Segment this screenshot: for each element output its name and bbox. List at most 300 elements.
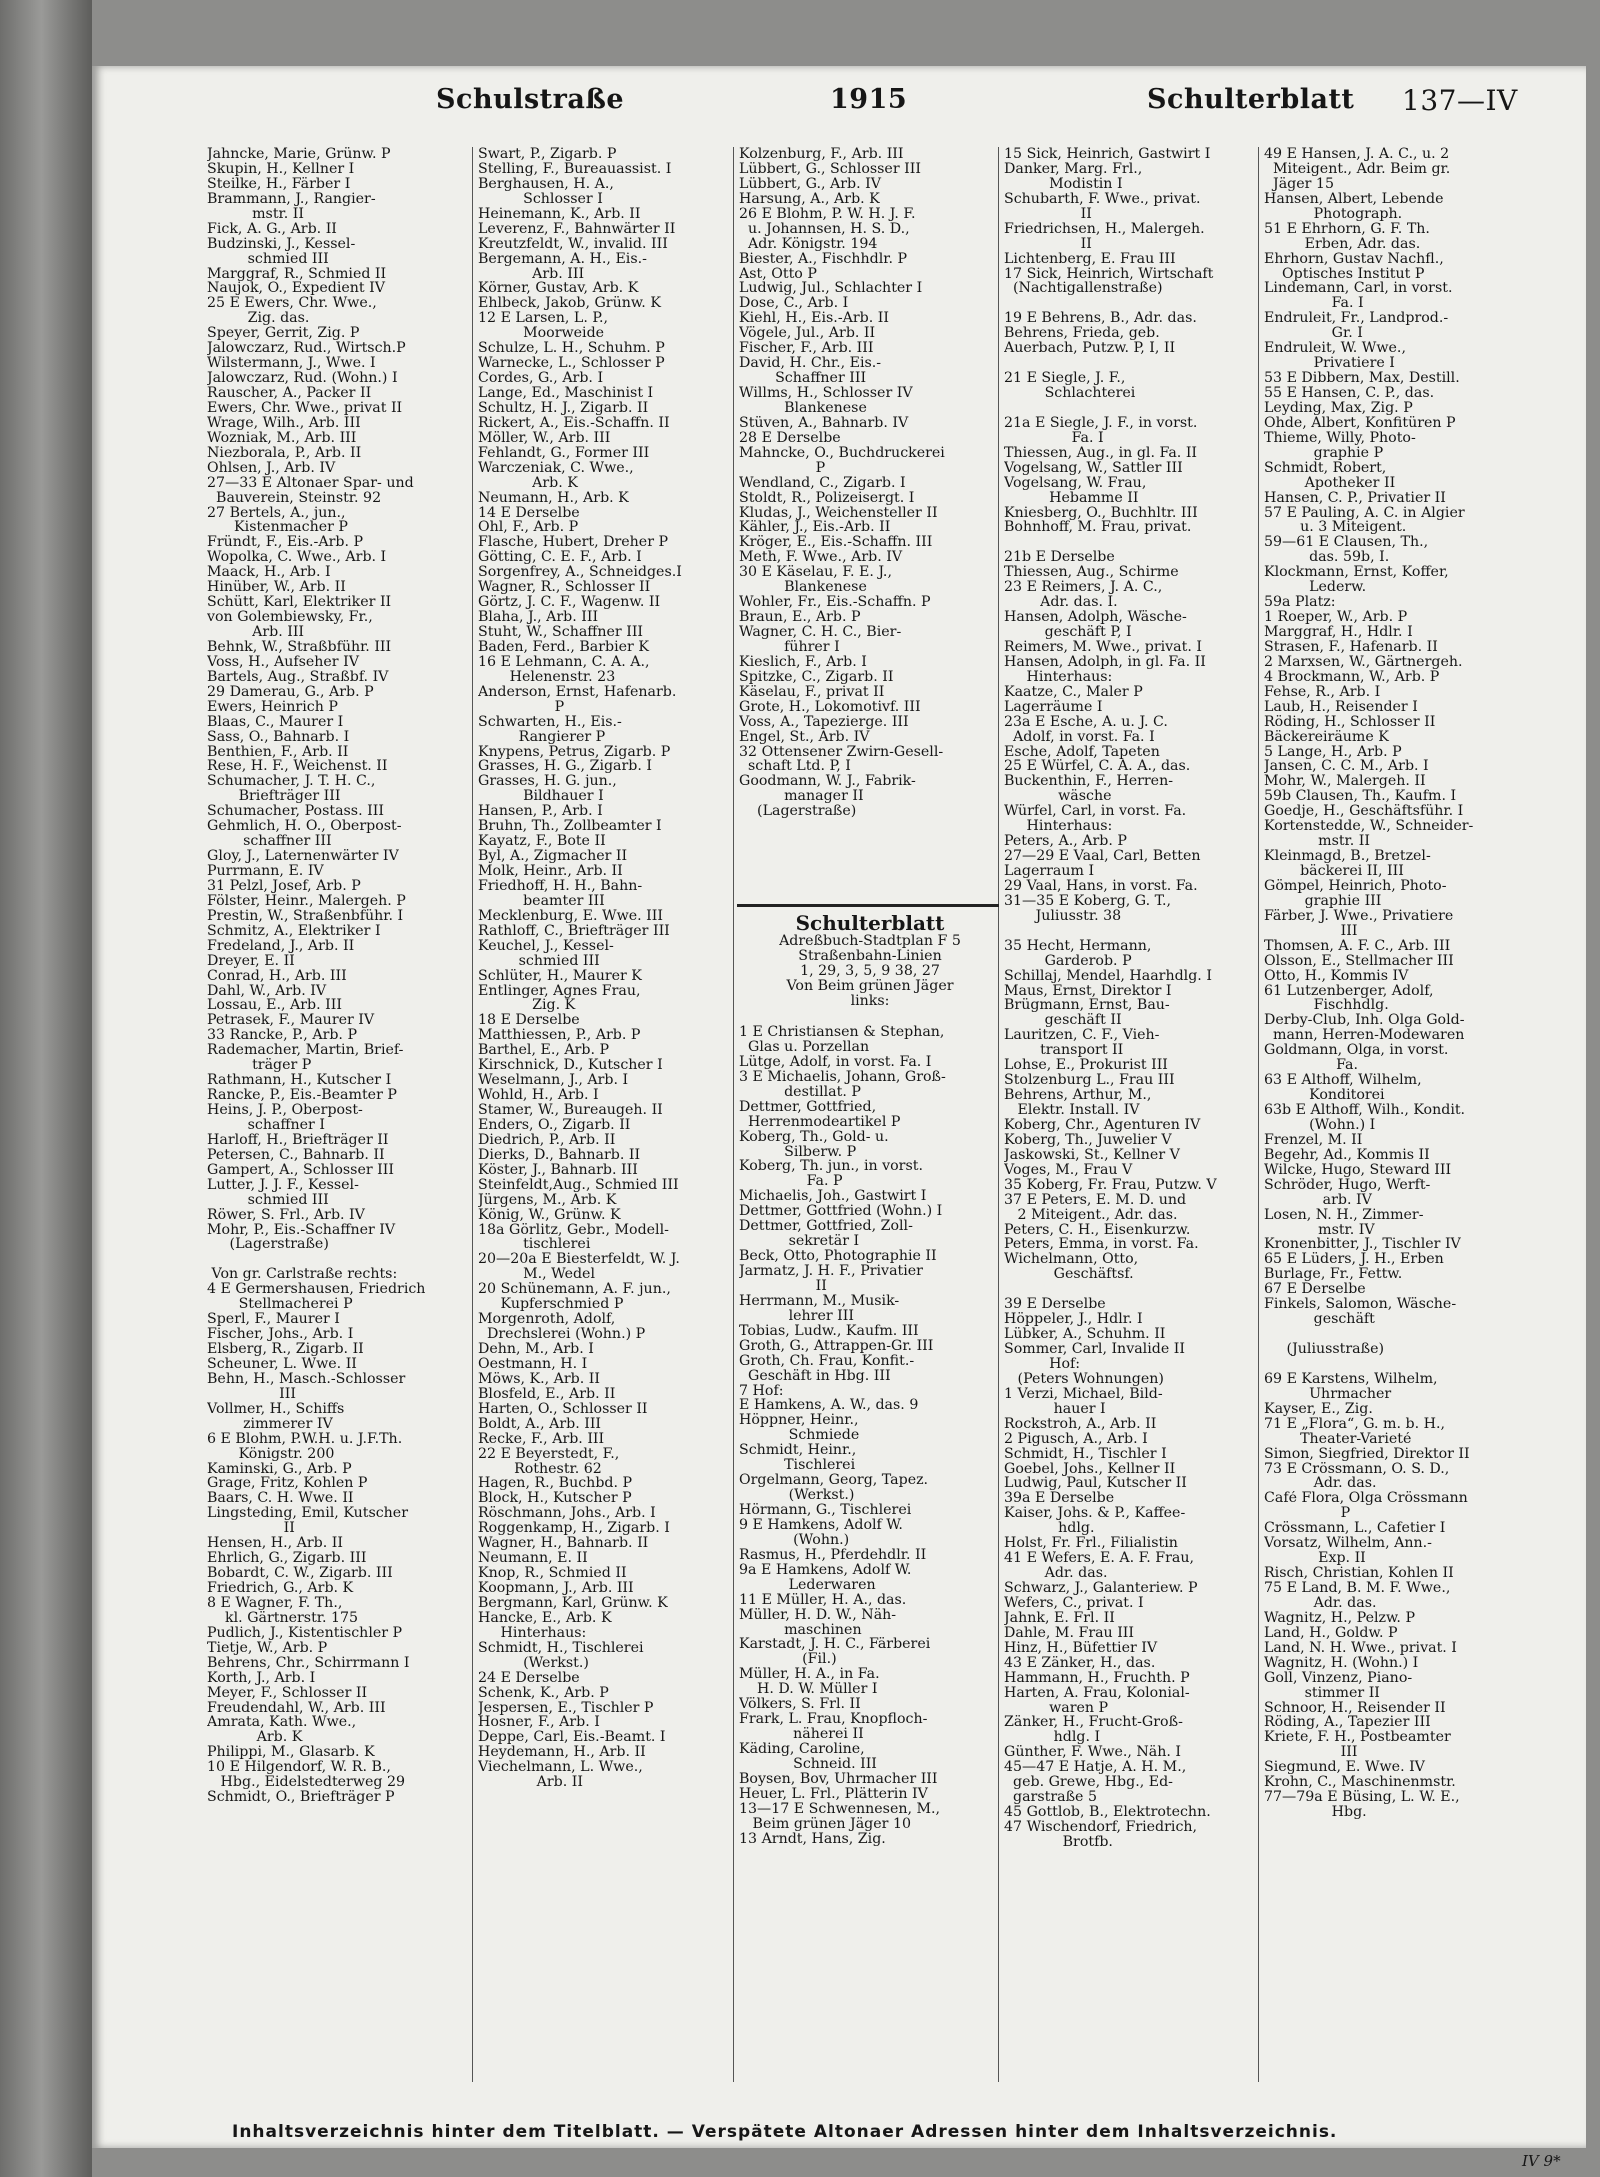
directory-entry-line: Pudlich, J., Kistentischler P xyxy=(207,1625,403,1641)
directory-entry-line: Peters, Emma, in vorst. Fa. xyxy=(1004,1237,1199,1253)
directory-entry-line: Behrens, Chr., Schirrmann I xyxy=(207,1655,410,1671)
page-code: IV 9* xyxy=(1522,2152,1561,2170)
directory-entry-line: Wohler, Fr., Eis.-Schaffn. P xyxy=(739,595,931,611)
directory-entry-line: Koopmann, J., Arb. III xyxy=(478,1581,634,1596)
directory-entry-line: II xyxy=(1004,206,1092,222)
directory-entry-line: Hof: xyxy=(1004,1356,1081,1372)
directory-entry-line: graphie P xyxy=(1264,445,1384,461)
directory-entry-line: Boldt, A., Arb. III xyxy=(478,1416,602,1432)
directory-entry-line: Arb. K xyxy=(478,475,578,491)
directory-entry-line: Strasen, F., Hafenarb. II xyxy=(1264,639,1438,655)
directory-entry-line: 75 E Land, B. M. F. Wwe., xyxy=(1264,1581,1451,1596)
directory-entry-line: Adr. das. xyxy=(1264,1595,1377,1611)
directory-entry-line: (Wohn.) I xyxy=(1264,1117,1376,1133)
directory-entry-line: Heinemann, K., Arb. II xyxy=(478,206,641,222)
directory-entry-line: Sorgenfrey, A., Schneidges.I xyxy=(478,565,682,581)
directory-entry-line: 21b E Derselbe xyxy=(1004,550,1115,566)
directory-entry-line: Völkers, S. Frl. II xyxy=(739,1697,861,1713)
directory-entry-line: 16 E Lehmann, C. A. A., xyxy=(478,654,650,670)
directory-entry-line: Adr. Königstr. 194 xyxy=(739,236,878,252)
directory-entry-line: Bergmann, Karl, Grünw. K xyxy=(478,1595,668,1611)
directory-entry-line: Görtz, J. C. F., Wagenw. II xyxy=(478,595,661,611)
directory-entry-line xyxy=(1264,1357,1532,1372)
directory-entry-line: Optisches Institut P xyxy=(1264,266,1425,282)
directory-entry-line: Hosner, F., Arb. I xyxy=(478,1715,600,1731)
directory-entry-line: Hensen, H., Arb. II xyxy=(207,1536,343,1552)
directory-entry-line: 57 E Pauling, A. C. in Algier xyxy=(1264,505,1465,521)
directory-entry-line: 21a E Siegle, J. F., in vorst. xyxy=(1004,415,1198,431)
directory-entry-line: Weselmann, J., Arb. I xyxy=(478,1073,629,1089)
directory-entry-line: Siegmund, E. Wwe. IV xyxy=(1264,1760,1425,1776)
directory-entry-line: 59a Platz: xyxy=(1264,595,1336,611)
directory-entry-line: 2 Miteigent., Adr. das. xyxy=(1004,1207,1178,1223)
directory-entry-line: hdlg. xyxy=(1004,1521,1095,1537)
directory-entry-line: Heuer, L. Frl., Plätterin IV xyxy=(739,1786,928,1802)
directory-entry-line: Adr. das. I. xyxy=(1004,595,1118,611)
directory-entry-line: Lohse, E., Prokurist III xyxy=(1004,1058,1168,1074)
directory-entry-line: Modistin I xyxy=(1004,176,1123,192)
directory-entry-line: Schultz, H. J., Zigarb. II xyxy=(478,400,649,416)
directory-entry-line: 27—33 E Altonaer Spar- und xyxy=(207,475,414,491)
directory-entry-line: David, H. Chr., Eis.- xyxy=(739,356,882,372)
directory-entry-line: Dettmer, Gottfried (Wohn.) I xyxy=(739,1204,943,1220)
directory-entry-line: 11 E Müller, H. A., das. xyxy=(739,1592,907,1608)
directory-entry-line: Schubarth, F. Wwe., privat. xyxy=(1004,191,1201,207)
tram-label: Straßenbahn-Linien xyxy=(798,948,942,964)
directory-entry-line: Hinterhaus: xyxy=(1004,669,1113,685)
directory-entry-line: Tobias, Ludw., Kaufm. III xyxy=(739,1323,919,1339)
directory-entry-line: hauer I xyxy=(1004,1401,1106,1417)
directory-entry-line: Vorsatz, Wilhelm, Ann.- xyxy=(1264,1536,1432,1552)
directory-entry-line: 33 Rancke, P., Arb. P xyxy=(207,1028,357,1044)
directory-entry-line: bäckerei II, III xyxy=(1264,864,1404,879)
directory-entry-line: Goedje, H., Geschäftsführ. I xyxy=(1264,804,1464,820)
directory-entry-line: Heins, J. P., Oberpost- xyxy=(207,1103,363,1118)
directory-entry-line xyxy=(1264,1327,1532,1342)
directory-entry-line: Olsson, E., Stellmacher III xyxy=(1264,953,1454,969)
directory-entry-line: 2 Pigusch, A., Arb. I xyxy=(1004,1431,1148,1447)
directory-entry-line: 15 Sick, Heinrich, Gastwirt I xyxy=(1004,147,1211,162)
section-rule xyxy=(737,904,999,907)
directory-entry-line: 41 E Wefers, E. A. F. Frau, xyxy=(1004,1551,1195,1567)
directory-entry-line: 3 E Michaelis, Johann, Groß- xyxy=(739,1069,946,1085)
directory-entry-line: Marggraf, H., Hdlr. I xyxy=(1264,625,1413,640)
address-column-4 xyxy=(1004,147,1266,1850)
directory-entry-line: Arb. II xyxy=(478,1775,583,1791)
directory-entry-line: Otto, H., Kommis IV xyxy=(1264,968,1409,984)
column-divider xyxy=(472,147,473,2082)
directory-entry-line: Holst, Fr. Frl., Filialistin xyxy=(1004,1536,1178,1552)
directory-entry-line: Wagner, R., Schlosser II xyxy=(478,580,651,596)
directory-entry-line: Stolzenburg L., Frau III xyxy=(1004,1073,1175,1089)
direction-note: Von Beim grünen Jäger xyxy=(786,978,954,994)
directory-entry-line: mann, Herren-Modewaren xyxy=(1264,1028,1465,1044)
directory-entry-line: Helenenstr. 23 xyxy=(478,669,616,685)
directory-entry-line: Privatiere I xyxy=(1264,356,1395,372)
directory-entry-line: Schmidt, Heinr., xyxy=(739,1443,857,1459)
directory-entry-line: Wagnitz, H. (Wohn.) I xyxy=(1264,1655,1419,1671)
directory-entry-line: Burlage, Fr., Fettw. xyxy=(1264,1267,1403,1283)
directory-entry-line: Röschmann, Johs., Arb. I xyxy=(478,1506,656,1522)
directory-entry-line: 59b Clausen, Th., Kaufm. I xyxy=(1264,789,1457,805)
directory-entry-line: Königstr. 200 xyxy=(207,1446,335,1462)
directory-entry-line: Grage, Fritz, Kohlen P xyxy=(207,1476,368,1492)
directory-entry-line: Recke, F., Arb. III xyxy=(478,1431,605,1447)
directory-entry-line: Leverenz, F., Bahnwärter II xyxy=(478,221,676,237)
directory-entry-line: Schenk, K., Arb. P xyxy=(478,1685,609,1701)
street-title: Schulterblatt xyxy=(795,911,945,935)
directory-entry-line: H. D. W. Müller I xyxy=(739,1682,878,1698)
directory-entry-line: 43 E Zänker, H., das. xyxy=(1004,1655,1156,1671)
directory-entry-line: Brammann, J., Rangier- xyxy=(207,191,376,207)
directory-entry-line: Sommer, Carl, Invalide II xyxy=(1004,1342,1185,1357)
directory-entry-line: Fründt, F., Eis.-Arb. P xyxy=(207,535,364,551)
directory-entry-line: Vollmer, H., Schiffs xyxy=(207,1401,345,1417)
directory-entry-line: 35 Koberg, Fr. Frau, Putzw. V xyxy=(1004,1177,1217,1193)
directory-entry-line: das. 59b, I. xyxy=(1264,550,1390,566)
directory-entry-line: II xyxy=(739,1278,827,1294)
directory-entry-line: (Peters Wohnungen) xyxy=(1004,1371,1164,1387)
directory-entry-line: Röding, H., Schlosser II xyxy=(1264,714,1436,730)
directory-entry-line: Goldmann, Olga, in vorst. xyxy=(1264,1043,1449,1059)
directory-entry-line: Ludwig, Paul, Kutscher II xyxy=(1004,1476,1187,1492)
directory-entry-line: Blankenese xyxy=(739,400,867,416)
address-column-1 xyxy=(207,147,469,1805)
directory-entry-line: E Hamkens, A. W., das. 9 xyxy=(739,1398,919,1414)
directory-entry-line: 51 E Ehrhorn, G. F. Th. xyxy=(1264,221,1430,237)
directory-entry-line: Peters, A., Arb. P xyxy=(1004,834,1127,850)
directory-entry-line: Jespersen, E., Tischler P xyxy=(478,1700,654,1716)
directory-entry-line: Reimers, M. Wwe., privat. I xyxy=(1004,639,1202,655)
directory-entry-line: von Golembiewsky, Fr., xyxy=(207,610,373,625)
directory-entry-line: Möller, W., Arb. III xyxy=(478,430,611,446)
directory-entry-line: Schlosser I xyxy=(478,191,603,207)
directory-entry-line: Entlinger, Agnes Frau, xyxy=(478,983,641,999)
directory-entry-line: Rockstroh, A., Arb. II xyxy=(1004,1416,1157,1432)
directory-entry-line: 28 E Derselbe xyxy=(739,430,841,446)
directory-entry-line: Rickert, A., Eis.-Schaffn. II xyxy=(478,415,670,431)
directory-entry-line: Rademacher, Martin, Brief- xyxy=(207,1043,404,1059)
directory-entry-line: 39a E Derselbe xyxy=(1004,1491,1115,1507)
directory-entry-line: Dahle, M. Frau III xyxy=(1004,1625,1135,1641)
directory-entry-line: Herrmann, M., Musik- xyxy=(739,1293,900,1309)
directory-entry-line: Beck, Otto, Photographie II xyxy=(739,1249,937,1264)
directory-entry-line: Fa. xyxy=(1264,1058,1359,1074)
directory-entry-line: Neumann, H., Arb. K xyxy=(478,490,629,506)
directory-entry-line: Hörmann, G., Tischlerei xyxy=(739,1503,912,1518)
directory-entry-line: Fredeland, J., Arb. II xyxy=(207,938,355,954)
directory-entry-line: (Wohn.) xyxy=(739,1532,850,1548)
directory-entry-line: Hinüber, W., Arb. II xyxy=(207,580,346,596)
directory-entry-line: Heydemann, H., Arb. II xyxy=(478,1745,646,1761)
directory-entry-line: Moorweide xyxy=(478,326,605,342)
directory-entry-line: schmied III xyxy=(207,251,329,267)
directory-entry-line: Kludas, J., Weichensteller II xyxy=(739,505,938,521)
directory-entry-line: 14 E Derselbe xyxy=(478,505,580,521)
directory-entry-line: (Lagerstraße) xyxy=(207,1237,329,1253)
directory-entry-line: Schaffner III xyxy=(739,371,867,386)
directory-entry-line: Thiessen, Aug., in gl. Fa. II xyxy=(1004,445,1198,461)
directory-entry-line: 12 E Larsen, L. P., xyxy=(478,311,609,327)
directory-entry-line: Wefers, C., privat. I xyxy=(1004,1595,1144,1611)
directory-entry-line: Hagen, R., Buchbd. P xyxy=(478,1476,633,1492)
directory-entry-line: Köster, J., Bahnarb. III xyxy=(478,1162,638,1178)
directory-entry-line: Mohr, W., Malergeh. II xyxy=(1264,774,1426,790)
directory-entry-line: Günther, F. Wwe., Näh. I xyxy=(1004,1745,1182,1761)
street-section-header xyxy=(739,912,1001,1009)
directory-entry-line: Block, H., Kutscher P xyxy=(478,1491,632,1507)
directory-entry-line: Geschäft in Hbg. III xyxy=(739,1368,891,1384)
directory-entry-line: Losen, N. H., Zimmer- xyxy=(1264,1207,1424,1223)
directory-entry-line: Roggenkamp, H., Zigarb. I xyxy=(478,1521,670,1537)
street-plan-ref: Adreßbuch-Stadtplan F 5 xyxy=(779,933,961,949)
directory-entry-line: Voss, H., Aufseher IV xyxy=(207,654,359,670)
directory-entry-line: schaft Ltd. P, I xyxy=(739,759,851,775)
directory-entry-line: destillat. P xyxy=(739,1084,861,1100)
directory-entry-line: Ehrlich, G., Zigarb. III xyxy=(207,1551,367,1567)
directory-entry-line: Jalowczarz, Rud., Wirtsch.P xyxy=(207,341,406,357)
directory-entry-line: beamter III xyxy=(478,893,605,909)
directory-entry-line: Rathloff, C., Briefträger III xyxy=(478,923,670,939)
directory-entry-line: Krohn, C., Maschinenmstr. xyxy=(1264,1775,1456,1791)
directory-entry-line: Wagnitz, H., Pelzw. P xyxy=(1264,1610,1416,1626)
directory-entry-line: Wrage, Wilh., Arb. III xyxy=(207,415,361,431)
directory-entry-line: Goll, Vinzenz, Piano- xyxy=(1264,1670,1413,1686)
directory-entry-line: Rathmann, H., Kutscher I xyxy=(207,1073,392,1089)
directory-entry-line: 65 E Lüders, J. H., Erben xyxy=(1264,1252,1444,1268)
directory-entry-line: Hansen, C. P., Privatier II xyxy=(1264,490,1446,506)
directory-entry-line: Fischer, F., Arb. III xyxy=(739,341,874,357)
directory-entry-line: Amrata, Kath. Wwe., xyxy=(207,1715,357,1731)
address-column-2 xyxy=(478,147,740,1790)
directory-entry-line: Rangierer P xyxy=(478,729,606,745)
directory-entry-line: Cordes, G., Arb. I xyxy=(478,371,604,386)
directory-entry-line: Café Flora, Olga Crössmann xyxy=(1264,1491,1468,1507)
directory-entry-line: Wilcke, Hugo, Steward III xyxy=(1264,1162,1452,1178)
directory-entry-line: Grasses, H. G., Zigarb. I xyxy=(478,759,653,775)
directory-entry-line: Groth, G., Attrappen-Gr. III xyxy=(739,1338,934,1354)
directory-entry-line: Tischlerei xyxy=(739,1458,856,1474)
directory-entry-line: Möws, K., Arb. II xyxy=(478,1371,600,1387)
directory-entry-line: Hansen, Adolph, Wäsche- xyxy=(1004,610,1187,625)
directory-entry-line: Adr. das. xyxy=(1004,1566,1108,1581)
directory-entry-line: Fa. I xyxy=(1004,430,1104,446)
directory-entry-line: Kähler, J., Eis.-Arb. II xyxy=(739,520,891,536)
directory-entry-line: Goebel, Johs., Kellner II xyxy=(1004,1461,1176,1477)
directory-entry-line: 10 E Hilgendorf, W. R. B., xyxy=(207,1760,391,1776)
directory-entry-line: Schillaj, Mendel, Haarhdlg. I xyxy=(1004,968,1212,984)
directory-entry-line: Baden, Ferd., Barbier K xyxy=(478,639,649,655)
directory-entry-line: Kayser, E., Zig. xyxy=(1264,1401,1373,1417)
directory-entry-line: arb. IV xyxy=(1264,1192,1372,1208)
directory-entry-line: Behn, H., Masch.-Schlosser xyxy=(207,1371,406,1387)
directory-entry-line: Simon, Siegfried, Direktor II xyxy=(1264,1446,1470,1462)
directory-entry-line: (Werkst.) xyxy=(739,1488,855,1503)
directory-entry-line: Danker, Marg. Frl., xyxy=(1004,161,1143,177)
directory-entry-line: Schmiede xyxy=(739,1428,860,1444)
directory-entry-line: Dettmer, Gottfried, Zoll- xyxy=(739,1219,913,1235)
directory-entry-line: Vogelsang, W. Frau, xyxy=(1004,475,1147,491)
directory-entry-line: Molk, Heinr., Arb. II xyxy=(478,864,623,879)
directory-entry-line: 20—20a E Biesterfeldt, W. J. xyxy=(478,1252,680,1268)
directory-entry-line: Harsung, A., Arb. K xyxy=(739,191,880,207)
directory-entry-line: Knypens, Petrus, Zigarb. P xyxy=(478,744,671,760)
directory-entry-line: 21 E Siegle, J. F., xyxy=(1004,371,1126,386)
directory-entry-line: Conrad, H., Arb. III xyxy=(207,968,347,984)
directory-entry-line: Thieme, Willy, Photo- xyxy=(1264,430,1416,446)
directory-entry-line: Stamer, W., Bureaugeh. II xyxy=(478,1103,663,1118)
directory-entry-line: Müller, H. D. W., Näh- xyxy=(739,1607,897,1623)
directory-entry-line: III xyxy=(1264,923,1358,939)
directory-entry-line: 18a Görlitz, Gebr., Modell- xyxy=(478,1222,669,1238)
header-left-street: Schulstraße xyxy=(436,84,625,115)
directory-entry-line: 71 E „Flora“, G. m. b. H., xyxy=(1264,1416,1446,1432)
directory-entry-line: Schmidt, H., Tischlerei xyxy=(478,1640,644,1656)
directory-entry-line: Bildhauer I xyxy=(478,789,604,805)
directory-entry-line: Kriete, F. H., Postbeamter xyxy=(1264,1730,1451,1746)
directory-entry-line: Thiessen, Aug., Schirme xyxy=(1004,565,1179,581)
directory-entry-line: Finkels, Salomon, Wäsche- xyxy=(1264,1297,1457,1313)
address-column-5 xyxy=(1264,147,1532,1820)
directory-entry-line: Silberw. P xyxy=(739,1144,857,1160)
directory-entry-line: Meth, F. Wwe., Arb. IV xyxy=(739,550,903,566)
directory-entry-line: Käding, Caroline, xyxy=(739,1742,865,1757)
directory-entry-line: Hansen, Albert, Lebende xyxy=(1264,191,1444,207)
directory-entry-line: 18 E Derselbe xyxy=(478,1013,580,1029)
directory-entry-line: schaffner III xyxy=(207,834,332,850)
directory-entry-line: Fischer, Johs., Arb. I xyxy=(207,1327,354,1342)
directory-entry-line: 25 E Würfel, C. A. A., das. xyxy=(1004,759,1191,775)
directory-entry-line: König, W., Grünw. K xyxy=(478,1207,621,1223)
directory-entry-line: Niezborala, P., Arb. II xyxy=(207,445,362,461)
directory-entry-line: P xyxy=(739,460,826,476)
directory-entry-line: 17 Sick, Heinrich, Wirtschaft xyxy=(1004,266,1214,282)
directory-entry-line: Schumacher, Postass. III xyxy=(207,804,384,820)
directory-entry-line: 2 Marxsen, W., Gärtnergeh. xyxy=(1264,654,1463,670)
directory-entry-line: Knop, R., Schmied II xyxy=(478,1566,627,1581)
directory-entry-line: 1 Verzi, Michael, Bild- xyxy=(1004,1386,1163,1402)
directory-entry-line: Anderson, Ernst, Hafenarb. xyxy=(478,684,677,700)
directory-entry-line: Brügmann, Ernst, Bau- xyxy=(1004,998,1170,1014)
directory-entry-line: Hbg. xyxy=(1264,1805,1367,1820)
directory-entry-line: näherei II xyxy=(739,1727,864,1742)
directory-entry-line: 77—79a E Büsing, L. W. E., xyxy=(1264,1790,1460,1806)
directory-entry-line: Jahncke, Marie, Grünw. P xyxy=(207,147,391,162)
directory-entry-line: Biester, A., Fischhdlr. P xyxy=(739,251,908,267)
directory-entry-line: Gr. I xyxy=(1264,326,1363,342)
directory-entry-line xyxy=(207,1252,469,1267)
directory-entry-line: Stoldt, R., Polizeisergt. I xyxy=(739,490,915,506)
directory-entry-line: Photograph. xyxy=(1264,206,1403,222)
directory-entry-line: 22 E Beyerstedt, F., xyxy=(478,1446,620,1462)
directory-entry-line: Sperl, F., Maurer I xyxy=(207,1312,340,1328)
directory-entry-line: Bohnhoff, M. Frau, privat. xyxy=(1004,520,1192,536)
directory-entry-line: 53 E Dibbern, Max, Destill. xyxy=(1264,371,1460,386)
directory-entry-line: Mecklenburg, E. Wwe. III xyxy=(478,908,663,924)
directory-entry-line: Derby-Club, Inh. Olga Gold- xyxy=(1264,1013,1465,1029)
directory-entry-line: Enders, O., Zigarb. II xyxy=(478,1117,631,1133)
directory-entry-line: 4 E Germershausen, Friedrich xyxy=(207,1282,426,1298)
directory-entry-line: Von gr. Carlstraße rechts: xyxy=(207,1267,398,1283)
directory-entry-line: Kaatze, C., Maler P xyxy=(1004,684,1143,700)
directory-entry-line: Bauverein, Steinstr. 92 xyxy=(207,490,382,506)
directory-entry-line: Zig. das. xyxy=(207,311,310,327)
directory-entry-line: Jalowczarz, Rud. (Wohn.) I xyxy=(207,371,398,386)
directory-entry-line: Behnk, W., Straßbführ. III xyxy=(207,639,392,655)
directory-entry-line: Grasses, H. G. jun., xyxy=(478,774,617,790)
directory-entry-line: 23 E Reimers, J. A. C., xyxy=(1004,580,1163,596)
directory-entry-line: Skupin, H., Kellner I xyxy=(207,161,355,177)
directory-entry-line: Buckenthin, F., Herren- xyxy=(1004,774,1173,790)
directory-entry-line: Jaskowski, St., Kellner V xyxy=(1004,1147,1180,1163)
directory-entry-line: mstr. IV xyxy=(1264,1222,1375,1238)
directory-entry-line: Wendland, C., Zigarb. I xyxy=(739,475,906,491)
directory-entry-line: maschinen xyxy=(739,1622,862,1638)
directory-entry-line: 20 Schünemann, A. F. jun., xyxy=(478,1282,671,1298)
directory-entry-line: Juliusstr. 38 xyxy=(1004,908,1122,924)
directory-entry-line: Schmidt, Robert, xyxy=(1264,460,1387,476)
book-binding-edge xyxy=(0,0,92,2177)
directory-entry-line: 9 E Hamkens, Adolf W. xyxy=(739,1517,903,1533)
directory-entry-line: waren P xyxy=(1004,1700,1109,1716)
directory-entry-line: Endruleit, W. Wwe., xyxy=(1264,341,1406,357)
directory-entry-line: Bäckereiräume K xyxy=(1264,729,1389,745)
directory-entry-line: Begehr, Ad., Kommis II xyxy=(1264,1147,1430,1163)
directory-entry-line: Petrasek, F., Maurer IV xyxy=(207,1013,375,1029)
directory-entry-line: Uhrmacher xyxy=(1264,1386,1392,1402)
directory-entry-line: Ohlsen, J., Arb. IV xyxy=(207,460,336,476)
directory-entry-line: Brotfb. xyxy=(1004,1834,1113,1850)
directory-entry-line: Wohld, H., Arb. I xyxy=(478,1088,599,1103)
directory-entry-line: M., Wedel xyxy=(478,1267,595,1283)
directory-entry-line: Voges, M., Frau V xyxy=(1004,1162,1133,1178)
directory-entry-line: Elsberg, R., Zigarb. II xyxy=(207,1342,364,1357)
directory-entry-line: Kayatz, F., Bote II xyxy=(478,834,606,850)
directory-entry-line: Gehmlich, H. O., Oberpost- xyxy=(207,819,402,835)
directory-entry-line: Körner, Gustav, Arb. K xyxy=(478,281,639,297)
directory-entry-line: Blaas, C., Maurer I xyxy=(207,714,344,730)
directory-entry-line: Gömpel, Heinrich, Photo- xyxy=(1264,878,1447,894)
directory-entry-line: Laub, H., Reisender I xyxy=(1264,699,1418,715)
directory-entry-line: Kröger, E., Eis.-Schaffn. III xyxy=(739,535,933,551)
directory-entry-line: transport II xyxy=(1004,1043,1124,1059)
directory-entry-line: Lütge, Adolf, in vorst. Fa. I xyxy=(739,1054,932,1070)
directory-entry-line: 9a E Hamkens, Adolf W. xyxy=(739,1562,912,1578)
directory-entry-line: Stüven, A., Bahnarb. IV xyxy=(739,415,909,431)
directory-entry-line: Kistenmacher P xyxy=(207,520,348,536)
directory-entry-line: hdlg. I xyxy=(1004,1730,1101,1746)
directory-entry-line: Drechslerei (Wohn.) P xyxy=(478,1327,646,1342)
directory-entry-line: Tietje, W., Arb. P xyxy=(207,1640,328,1656)
directory-entry-line: Sass, O., Bahnarb. I xyxy=(207,729,350,745)
directory-entry-line: schaffner I xyxy=(207,1117,325,1133)
directory-entry-line: Orgelmann, Georg, Tapez. xyxy=(739,1473,929,1489)
directory-entry-line: Schmidt, H., Tischler I xyxy=(1004,1446,1167,1462)
directory-entry-line: Hancke, E., Arb. K xyxy=(478,1610,612,1626)
directory-entry-line: Jarmatz, J. H. F., Privatier xyxy=(739,1264,923,1279)
directory-entry-line: führer I xyxy=(739,639,840,655)
directory-entry-line: geschäft xyxy=(1264,1312,1375,1328)
directory-entry-line: Jahnk, E. Frl. II xyxy=(1004,1610,1115,1626)
directory-entry-line: Kirschnick, D., Kutscher I xyxy=(478,1058,663,1074)
directory-entry-line: Boysen, Bov, Uhrmacher III xyxy=(739,1771,938,1787)
directory-entry-line: Maack, H., Arb. I xyxy=(207,565,331,581)
address-column-3 xyxy=(739,147,1001,819)
directory-entry-line: 27 Bertels, A., jun., xyxy=(207,505,346,521)
directory-entry-line: Färber, J. Wwe., Privatiere xyxy=(1264,908,1454,924)
directory-entry-line: Matthiessen, P., Arb. P xyxy=(478,1028,641,1044)
directory-entry-line: Ehrhorn, Gustav Nachfl., xyxy=(1264,251,1444,267)
